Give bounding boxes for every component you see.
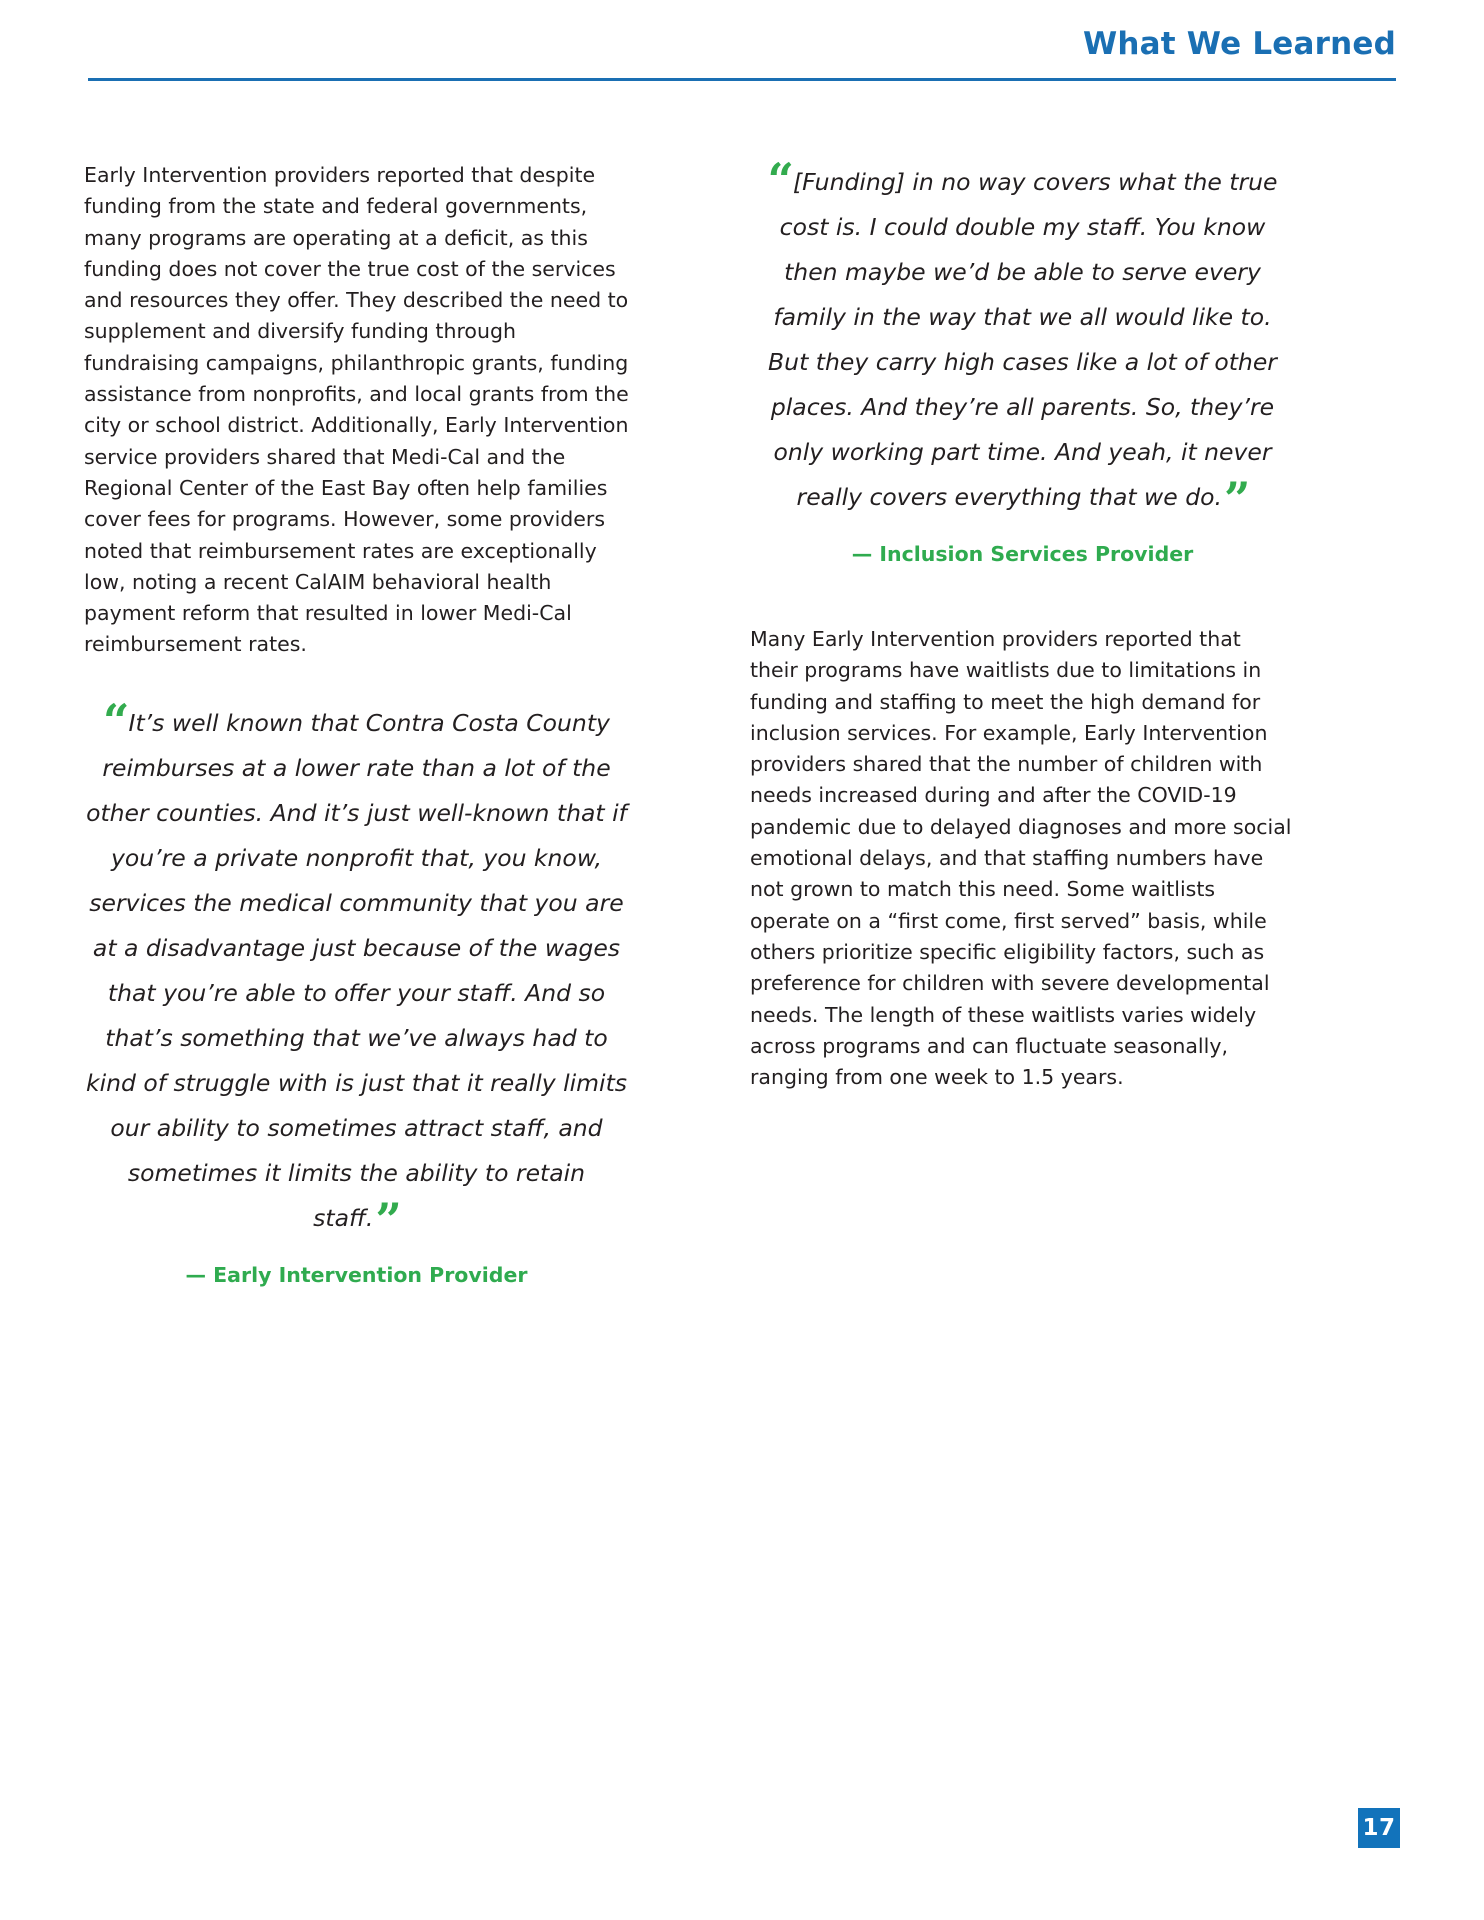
right-body-paragraph: Many Early Intervention providers reported that their programs have waitlists due to limitations in funding and staffing to meet the high demand for inclusion services. For example, Early Intervention providers shared that the number of children with needs increased during and after the COVID-19 pandemic due to delayed diagnoses and more social emotional delays, and that staffing numbers have not grown to match this need. Some waitlists operate on a “first come, first served” basis, while others prioritize specific eligibility factors, such as preference for children with severe developmental needs. The length of these waitlists varies widely across programs and can fluctuate seasonally, ranging from one week to 1.5 years.: [750, 627, 1292, 1090]
page-header: [88, 26, 1396, 82]
spacer: [750, 566, 1295, 624]
spacer: [750, 520, 1295, 542]
header-divider: [88, 78, 1396, 81]
left-pullquote-attribution: — Early Intervention Provider: [185, 1262, 528, 1287]
quote-open-icon: “: [103, 693, 128, 748]
spacer: [84, 661, 629, 701]
page-title: What We Learned: [1083, 26, 1396, 62]
left-pullquote: [84, 693, 629, 1247]
right-column: [750, 153, 1295, 1093]
page-number-badge: 17: [1358, 1808, 1400, 1848]
right-pullquote-text: [Funding] in no way covers what the true cost is. I could double my staff. You know then maybe we’d be able to serve every family in the way that we all would like to. But they carry high cases like a lot of other places. And they’re all parents. So, they’re only working part time. And yeah, it never really covers everything that we do.: [768, 168, 1278, 511]
left-column: [84, 160, 629, 1287]
quote-close-icon: ”: [375, 1192, 400, 1247]
right-pullquote-attribution: — Inclusion Services Provider: [851, 542, 1194, 566]
spacer: [84, 1241, 629, 1263]
quote-open-icon: “: [767, 153, 792, 207]
right-pullquote: [750, 153, 1295, 526]
left-pullquote-text: It’s well known that Contra Costa County reimburses at a lower rate than a lot of the other counties. And it’s just well-known that if you’re a private nonprofit that, you know, services the medical community that you are at a disadvantage just because of the wages that you’re able to offer your staff. And so that’s something that we’ve always had to kind of struggle with is just that it really limits our ability to sometimes attract staff, and sometimes it limits the ability to retain staff.: [85, 708, 628, 1232]
quote-close-icon: ”: [1223, 472, 1249, 526]
left-body-paragraph: Early Intervention providers reported that despite funding from the state and federal governments, many programs are operating at a deficit, as this funding does not cover the true cost of the services and resources they offer. They described the need to supplement and diversify funding through fundraising campaigns, philanthropic grants, funding assistance from nonprofits, and local grants from the city or school district. Additionally, Early Intervention service providers shared that Medi-Cal and the Regional Center of the East Bay often help families cover fees for programs. However, some providers noted that reimbursement rates are exceptionally low, noting a recent CalAIM behavioral health payment reform that resulted in lower Medi-Cal reimbursement rates.: [84, 163, 629, 657]
